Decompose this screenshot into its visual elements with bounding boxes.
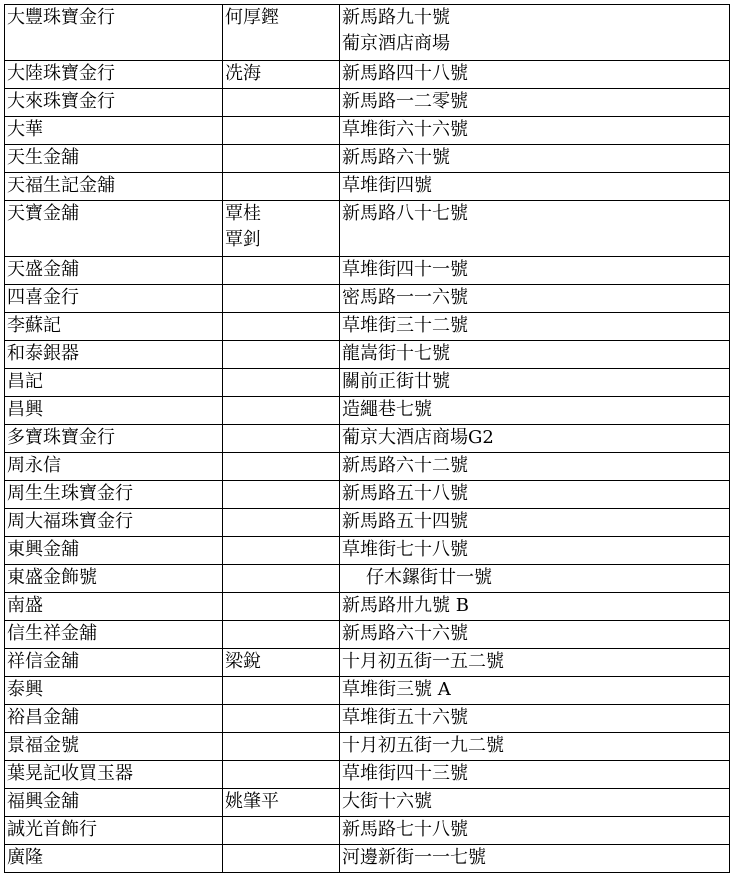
address-cell [340,593,730,621]
shop-name-cell [5,621,223,649]
address-cell [340,677,730,705]
address-line: 草堆街五十六號 [342,707,468,728]
proprietor-name: 何厚鏗 [225,7,279,28]
proprietor-cell [223,257,340,285]
address-cell [340,481,730,509]
address-cell [340,313,730,341]
shop-name-cell [5,61,223,89]
table-row [5,425,730,453]
shop-name: 誠光首飾行 [7,819,97,840]
proprietor-cell [223,537,340,565]
table-row [5,173,730,201]
shop-name-cell [5,453,223,481]
address-line: 新馬路八十七號 [342,203,468,224]
address-line: 草堆街六十六號 [342,119,468,140]
proprietor-cell [223,453,340,481]
address-cell [340,257,730,285]
shop-name-cell [5,313,223,341]
table-row [5,733,730,761]
proprietor-cell [223,61,340,89]
address-cell [340,817,730,845]
address-line: 新馬路六十六號 [342,623,468,644]
proprietor-name: 覃桂 [225,203,261,224]
proprietor-cell [223,89,340,117]
proprietor-cell [223,397,340,425]
shop-name-cell [5,509,223,537]
shop-name-cell [5,761,223,789]
address-line: 草堆街四十三號 [342,763,468,784]
address-line: 草堆街四十一號 [342,259,468,280]
shop-name-cell [5,285,223,313]
shop-name-cell [5,789,223,817]
address-line: 關前正街廿號 [342,371,450,392]
proprietor-name: 姚肇平 [225,791,279,812]
address-line: 新馬路四十八號 [342,63,468,84]
shop-name: 大豐珠寶金行 [7,7,115,28]
shop-name-cell [5,593,223,621]
proprietor-cell [223,621,340,649]
address-line: 新馬路七十八號 [342,819,468,840]
shop-name: 和泰銀器 [7,343,79,364]
proprietor-cell [223,789,340,817]
address-line: 密馬路一一六號 [342,287,468,308]
table-row [5,201,730,257]
table-row [5,621,730,649]
shop-name-cell [5,145,223,173]
address-line: 新馬路一二零號 [342,91,468,112]
address-cell [340,425,730,453]
address-line: 草堆街三十二號 [342,315,468,336]
shop-name: 天福生記金舖 [7,175,115,196]
table-row [5,117,730,145]
table-row [5,5,730,61]
table-body [5,5,730,873]
proprietor-cell [223,173,340,201]
shop-name: 天寶金舖 [7,203,79,224]
address-line: 葡京酒店商場 [342,33,450,54]
address-line: 新馬路九十號 [342,7,450,28]
table-row [5,761,730,789]
shop-name-cell [5,565,223,593]
proprietor-cell [223,5,340,61]
proprietor-cell [223,285,340,313]
address-cell [340,117,730,145]
address-cell [340,369,730,397]
shop-name-cell [5,481,223,509]
address-line: 新馬路六十號 [342,147,450,168]
table-row [5,677,730,705]
address-cell [340,705,730,733]
shop-name: 周大福珠寶金行 [7,511,133,532]
table-row [5,145,730,173]
table-row [5,817,730,845]
shop-name-cell [5,705,223,733]
shop-name-cell [5,817,223,845]
proprietor-cell [223,761,340,789]
proprietor-cell [223,649,340,677]
proprietor-name: 冼海 [225,63,261,84]
shop-name-cell [5,117,223,145]
address-cell [340,649,730,677]
proprietor-cell [223,201,340,257]
address-cell [340,201,730,257]
table-row [5,369,730,397]
shop-name-cell [5,201,223,257]
shop-name: 天生金舖 [7,147,79,168]
shop-name: 裕昌金舖 [7,707,79,728]
address-cell [340,789,730,817]
shop-name: 李蘇記 [7,315,61,336]
proprietor-cell [223,117,340,145]
proprietor-name: 梁銳 [225,651,261,672]
table-row [5,565,730,593]
shop-name: 祥信金舖 [7,651,79,672]
proprietor-cell [223,817,340,845]
address-line: 草堆街四號 [342,175,432,196]
shop-name: 南盛 [7,595,43,616]
address-line: 造繩巷七號 [342,399,432,420]
shop-name-cell [5,425,223,453]
table-row [5,705,730,733]
address-cell [340,89,730,117]
proprietor-cell [223,593,340,621]
shop-name: 景福金號 [7,735,79,756]
proprietor-cell [223,369,340,397]
shop-name-cell [5,845,223,873]
address-line: 十月初五街一五二號 [342,651,504,672]
proprietor-cell [223,313,340,341]
table-row [5,313,730,341]
shop-name: 四喜金行 [7,287,79,308]
shop-name-cell [5,341,223,369]
proprietor-name: 覃釗 [225,229,261,250]
address-cell [340,61,730,89]
table-row [5,789,730,817]
shop-name: 周永信 [7,455,61,476]
shop-name-cell [5,733,223,761]
proprietor-cell [223,565,340,593]
address-cell [340,845,730,873]
shop-name: 東興金舖 [7,539,79,560]
table-row [5,89,730,117]
shop-name: 大華 [7,119,43,140]
shop-name-cell [5,397,223,425]
address-line: 龍嵩街十七號 [342,343,450,364]
address-cell [340,509,730,537]
shop-name-cell [5,173,223,201]
table-row [5,593,730,621]
shop-name: 多寶珠寶金行 [7,427,115,448]
proprietor-cell [223,509,340,537]
address-line: 草堆街三號 A [342,679,451,700]
shop-name-cell [5,677,223,705]
proprietor-cell [223,845,340,873]
address-line: 新馬路卅九號 B [342,595,469,616]
shop-name: 大來珠寶金行 [7,91,115,112]
shop-name: 泰興 [7,679,43,700]
proprietor-cell [223,481,340,509]
address-cell [340,453,730,481]
address-cell [340,733,730,761]
address-cell [340,5,730,61]
address-cell [340,397,730,425]
shop-name-cell [5,369,223,397]
table-row [5,397,730,425]
address-line: 新馬路六十二號 [342,455,468,476]
table-row [5,285,730,313]
address-cell [340,565,730,593]
address-line: 仔木鏍街廿一號 [366,567,492,588]
shop-name-cell [5,89,223,117]
address-line: 大街十六號 [342,791,432,812]
address-cell [340,145,730,173]
table-row [5,537,730,565]
address-line: 十月初五街一九二號 [342,735,504,756]
proprietor-cell [223,341,340,369]
proprietor-cell [223,145,340,173]
address-cell [340,173,730,201]
shop-name-cell [5,5,223,61]
shop-name: 廣隆 [7,847,43,868]
address-cell [340,537,730,565]
table-row [5,61,730,89]
table-row [5,341,730,369]
table-row [5,649,730,677]
table-row [5,257,730,285]
address-cell [340,285,730,313]
shop-name-cell [5,649,223,677]
address-cell [340,621,730,649]
shop-name: 福興金舖 [7,791,79,812]
address-line: 新馬路五十八號 [342,483,468,504]
shop-name: 東盛金飾號 [7,567,97,588]
table-row [5,481,730,509]
shop-name: 周生生珠寶金行 [7,483,133,504]
address-line: 河邊新街一一七號 [342,847,486,868]
table-row [5,509,730,537]
shop-name: 天盛金舖 [7,259,79,280]
address-line: 新馬路五十四號 [342,511,468,532]
address-line: 草堆街七十八號 [342,539,468,560]
table-row [5,453,730,481]
shop-name-cell [5,257,223,285]
proprietor-cell [223,705,340,733]
shop-name: 昌記 [7,371,43,392]
shop-name: 大陸珠寶金行 [7,63,115,84]
address-cell [340,761,730,789]
shop-name: 信生祥金舖 [7,623,97,644]
address-line: 葡京大酒店商場G2 [342,427,494,448]
address-cell [340,341,730,369]
proprietor-cell [223,677,340,705]
jewelry-shop-table [4,4,730,873]
shop-name-cell [5,537,223,565]
proprietor-cell [223,733,340,761]
shop-name: 葉晃記收買玉器 [7,763,133,784]
shop-name: 昌興 [7,399,43,420]
table-row [5,845,730,873]
proprietor-cell [223,425,340,453]
